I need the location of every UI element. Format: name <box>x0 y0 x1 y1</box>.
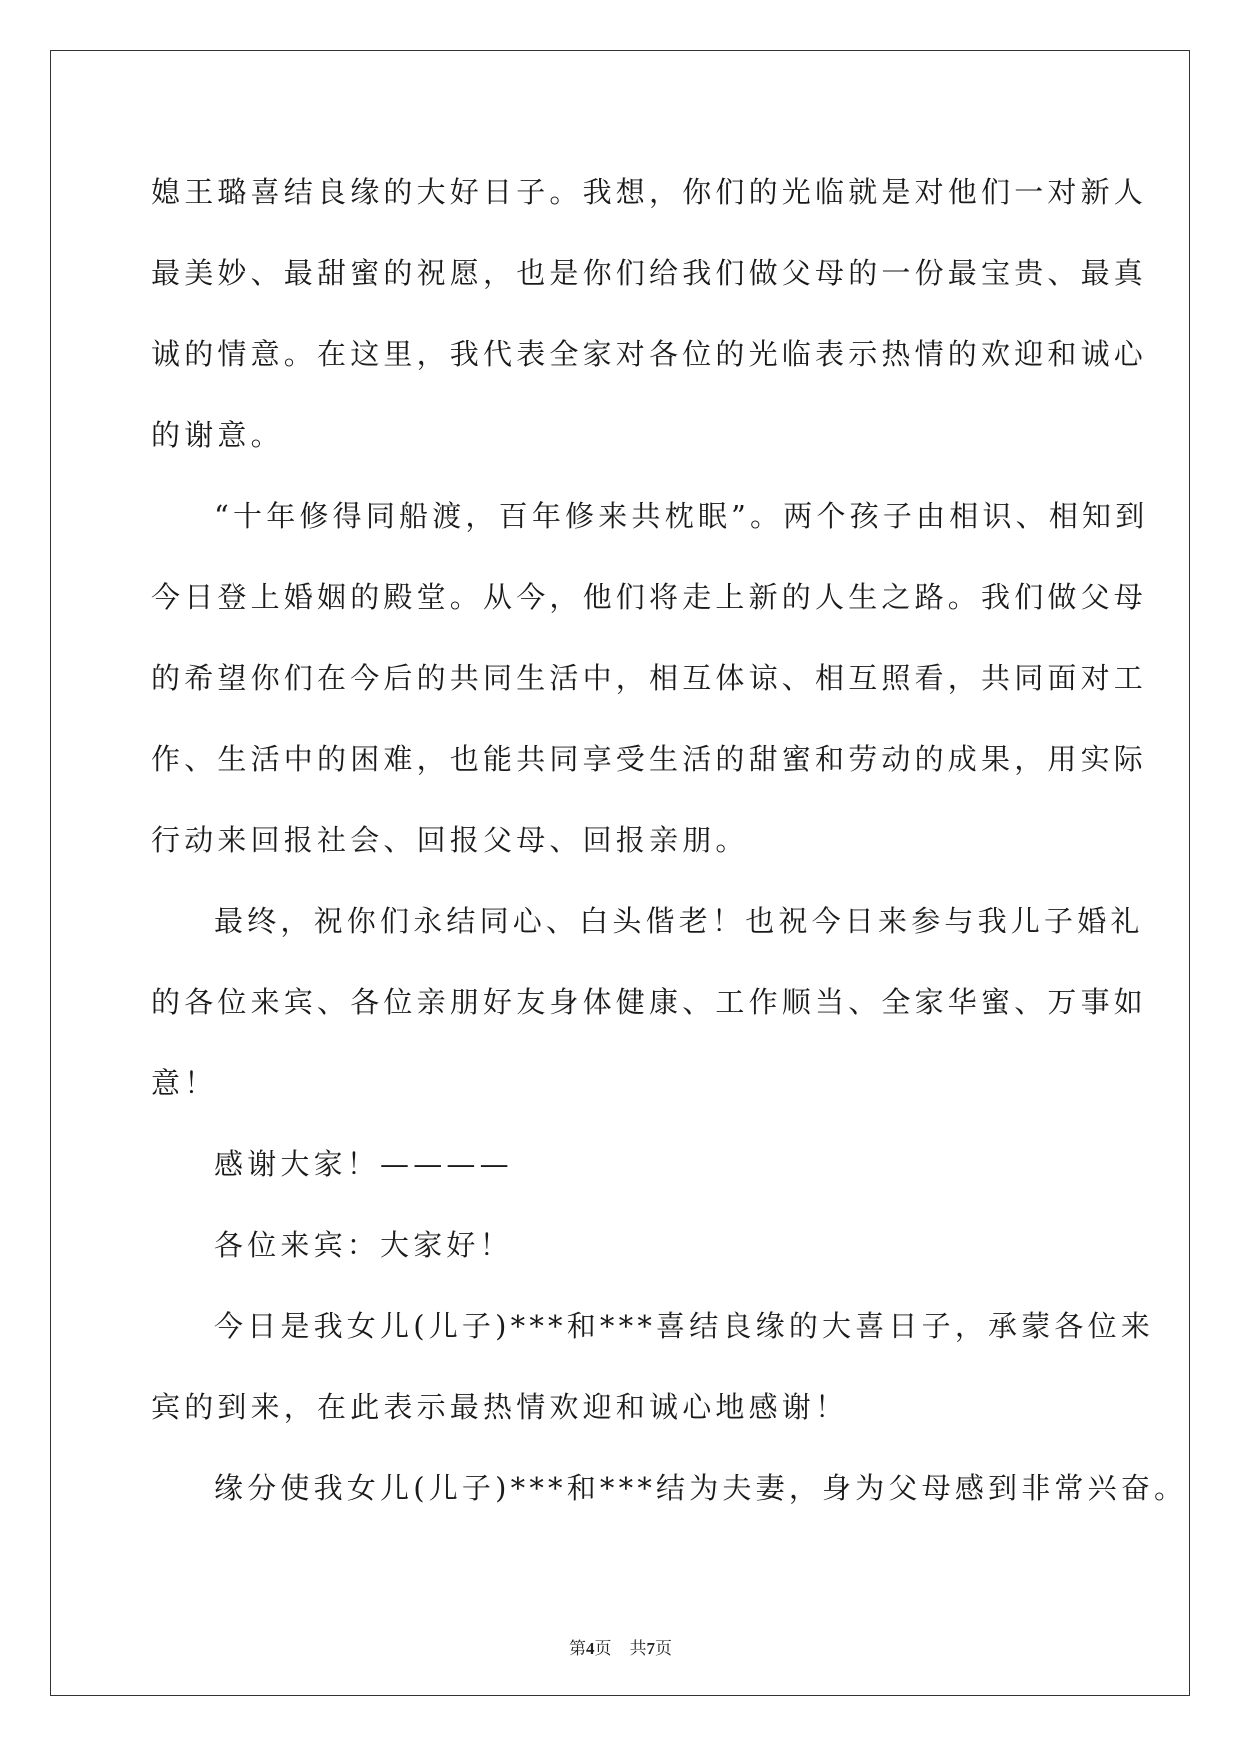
text-line: 的希望你们在今后的共同生活中，相互体谅、相互照看，共同面对工 <box>151 661 1148 695</box>
text-line: 各位来宾：大家好！ <box>214 1228 513 1262</box>
text-line: 的谢意。 <box>151 418 284 452</box>
current-page-number: 4 <box>586 1639 595 1658</box>
text-line: 今日登上婚姻的殿堂。从今，他们将走上新的人生之路。我们做父母 <box>151 580 1148 614</box>
footer-page-suffix: 页 <box>594 1639 612 1658</box>
text-line: 的各位来宾、各位亲朋好友身体健康、工作顺当、全家华蜜、万事如 <box>151 985 1148 1019</box>
text-line: “十年修得同船渡，百年修来共枕眠”。两个孩子由相识、相知到 <box>214 499 1149 533</box>
text-line: 感谢大家！———— <box>214 1147 513 1181</box>
text-line: 缘分使我女儿(儿子)***和***结为夫妻，身为父母感到非常兴奋。 <box>214 1471 1188 1505</box>
text-line: 意！ <box>151 1066 218 1100</box>
page-footer <box>0 1634 1241 1659</box>
text-line: 媳王璐喜结良缘的大好日子。我想，你们的光临就是对他们一对新人 <box>151 175 1148 209</box>
text-line: 今日是我女儿(儿子)***和***喜结良缘的大喜日子，承蒙各位来 <box>214 1309 1155 1343</box>
document-body <box>151 164 1188 1541</box>
total-page-count: 7 <box>646 1639 655 1658</box>
text-line: 最终，祝你们永结同心、白头偕老！也祝今日来参与我儿子婚礼 <box>214 904 1144 938</box>
text-line: 最美妙、最甜蜜的祝愿，也是你们给我们做父母的一份最宝贵、最真 <box>151 256 1148 290</box>
text-line: 行动来回报社会、回报父母、回报亲朋。 <box>151 823 749 857</box>
text-line: 作、生活中的困难，也能共同享受生活的甜蜜和劳动的成果，用实际 <box>151 742 1148 776</box>
text-line: 宾的到来，在此表示最热情欢迎和诚心地感谢！ <box>151 1390 849 1424</box>
footer-total-suffix: 页 <box>655 1639 672 1658</box>
text-line: 诚的情意。在这里，我代表全家对各位的光临表示热情的欢迎和诚心 <box>151 337 1148 371</box>
footer-prefix: 第 <box>569 1639 586 1658</box>
footer-total-prefix: 共 <box>629 1639 647 1658</box>
